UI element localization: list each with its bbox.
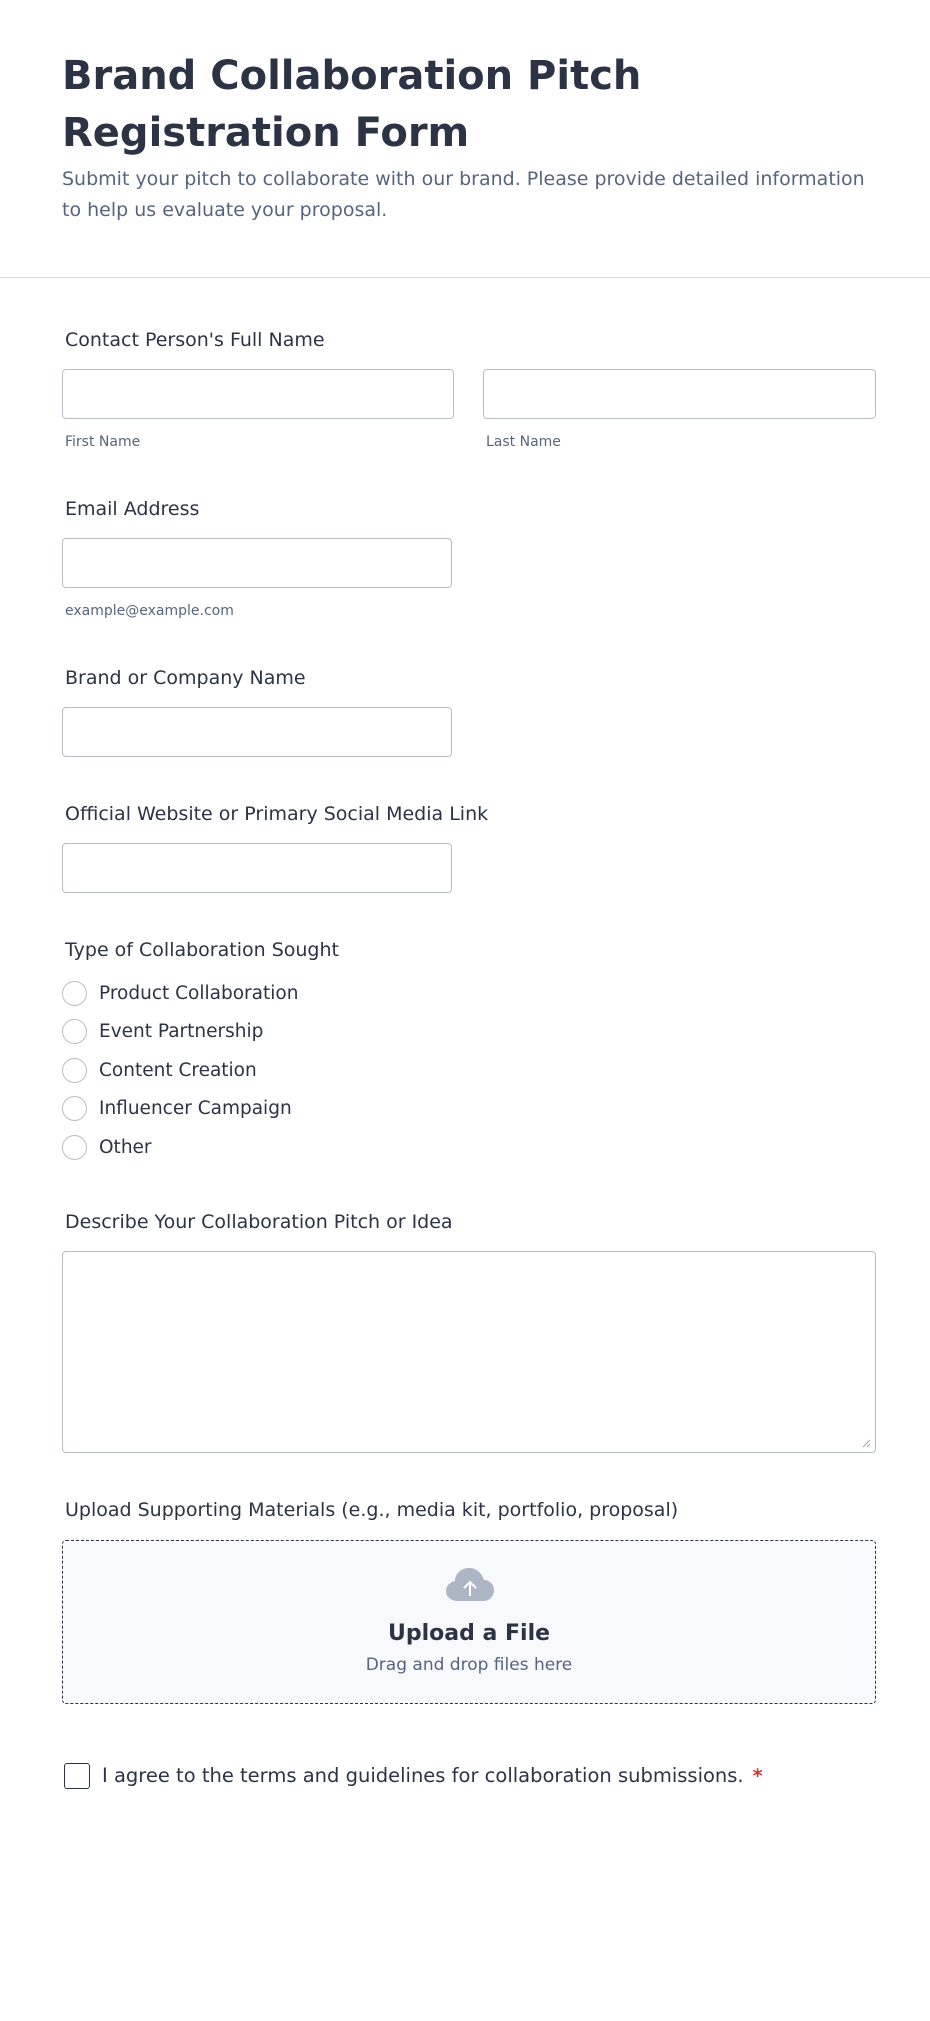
radio-label: Event Partnership: [99, 1020, 264, 1042]
radio-button[interactable]: [62, 1058, 87, 1083]
required-marker: *: [752, 1764, 763, 1787]
pitch-textarea[interactable]: [62, 1251, 876, 1453]
radio-option-event-partnership[interactable]: [62, 1018, 263, 1044]
company-label: Brand or Company Name: [65, 667, 306, 689]
terms-agreement[interactable]: [64, 1762, 763, 1789]
resize-handle-icon[interactable]: [861, 1438, 871, 1448]
upload-subtitle: Drag and drop files here: [365, 1655, 573, 1675]
radio-button[interactable]: [62, 1096, 87, 1121]
company-input[interactable]: [62, 707, 452, 757]
radio-button[interactable]: [62, 1135, 87, 1160]
email-sublabel: example@example.com: [65, 603, 234, 619]
collaboration-type-label: Type of Collaboration Sought: [65, 939, 339, 961]
upload-label: Upload Supporting Materials (e.g., media kit, portfolio, proposal): [65, 1499, 679, 1521]
website-label: Official Website or Primary Social Media Link: [65, 803, 489, 825]
radio-option-other[interactable]: [62, 1134, 152, 1160]
pitch-label: Describe Your Collaboration Pitch or Idea: [65, 1211, 453, 1233]
upload-title: Upload a File: [387, 1621, 551, 1646]
radio-button[interactable]: [62, 981, 87, 1006]
radio-label: Other: [99, 1136, 152, 1158]
form-description: Submit your pitch to collaborate with our brand. Please provide detailed information to help us evaluate your proposal.: [62, 168, 865, 221]
terms-checkbox[interactable]: [64, 1763, 90, 1789]
first-name-sublabel: First Name: [65, 434, 141, 450]
radio-label: Influencer Campaign: [99, 1097, 292, 1119]
full-name-label: Contact Person's Full Name: [65, 329, 325, 351]
cloud-upload-icon: [445, 1567, 495, 1603]
radio-option-content-creation[interactable]: [62, 1057, 257, 1083]
email-label: Email Address: [65, 498, 200, 520]
radio-button[interactable]: [62, 1019, 87, 1044]
first-name-input[interactable]: [62, 369, 454, 419]
radio-label: Content Creation: [99, 1059, 257, 1081]
website-input[interactable]: [62, 843, 452, 893]
radio-option-product-collaboration[interactable]: [62, 980, 298, 1006]
email-input[interactable]: [62, 538, 452, 588]
file-upload-dropzone[interactable]: [62, 1540, 876, 1704]
form-header: [0, 0, 930, 278]
last-name-input[interactable]: [483, 369, 876, 419]
radio-option-influencer-campaign[interactable]: [62, 1095, 292, 1121]
last-name-sublabel: Last Name: [486, 434, 561, 450]
terms-label: I agree to the terms and guidelines for collaboration submissions.: [102, 1764, 744, 1787]
form-title: Brand Collaboration Pitch Registration Form: [62, 53, 642, 156]
radio-label: Product Collaboration: [99, 982, 299, 1004]
